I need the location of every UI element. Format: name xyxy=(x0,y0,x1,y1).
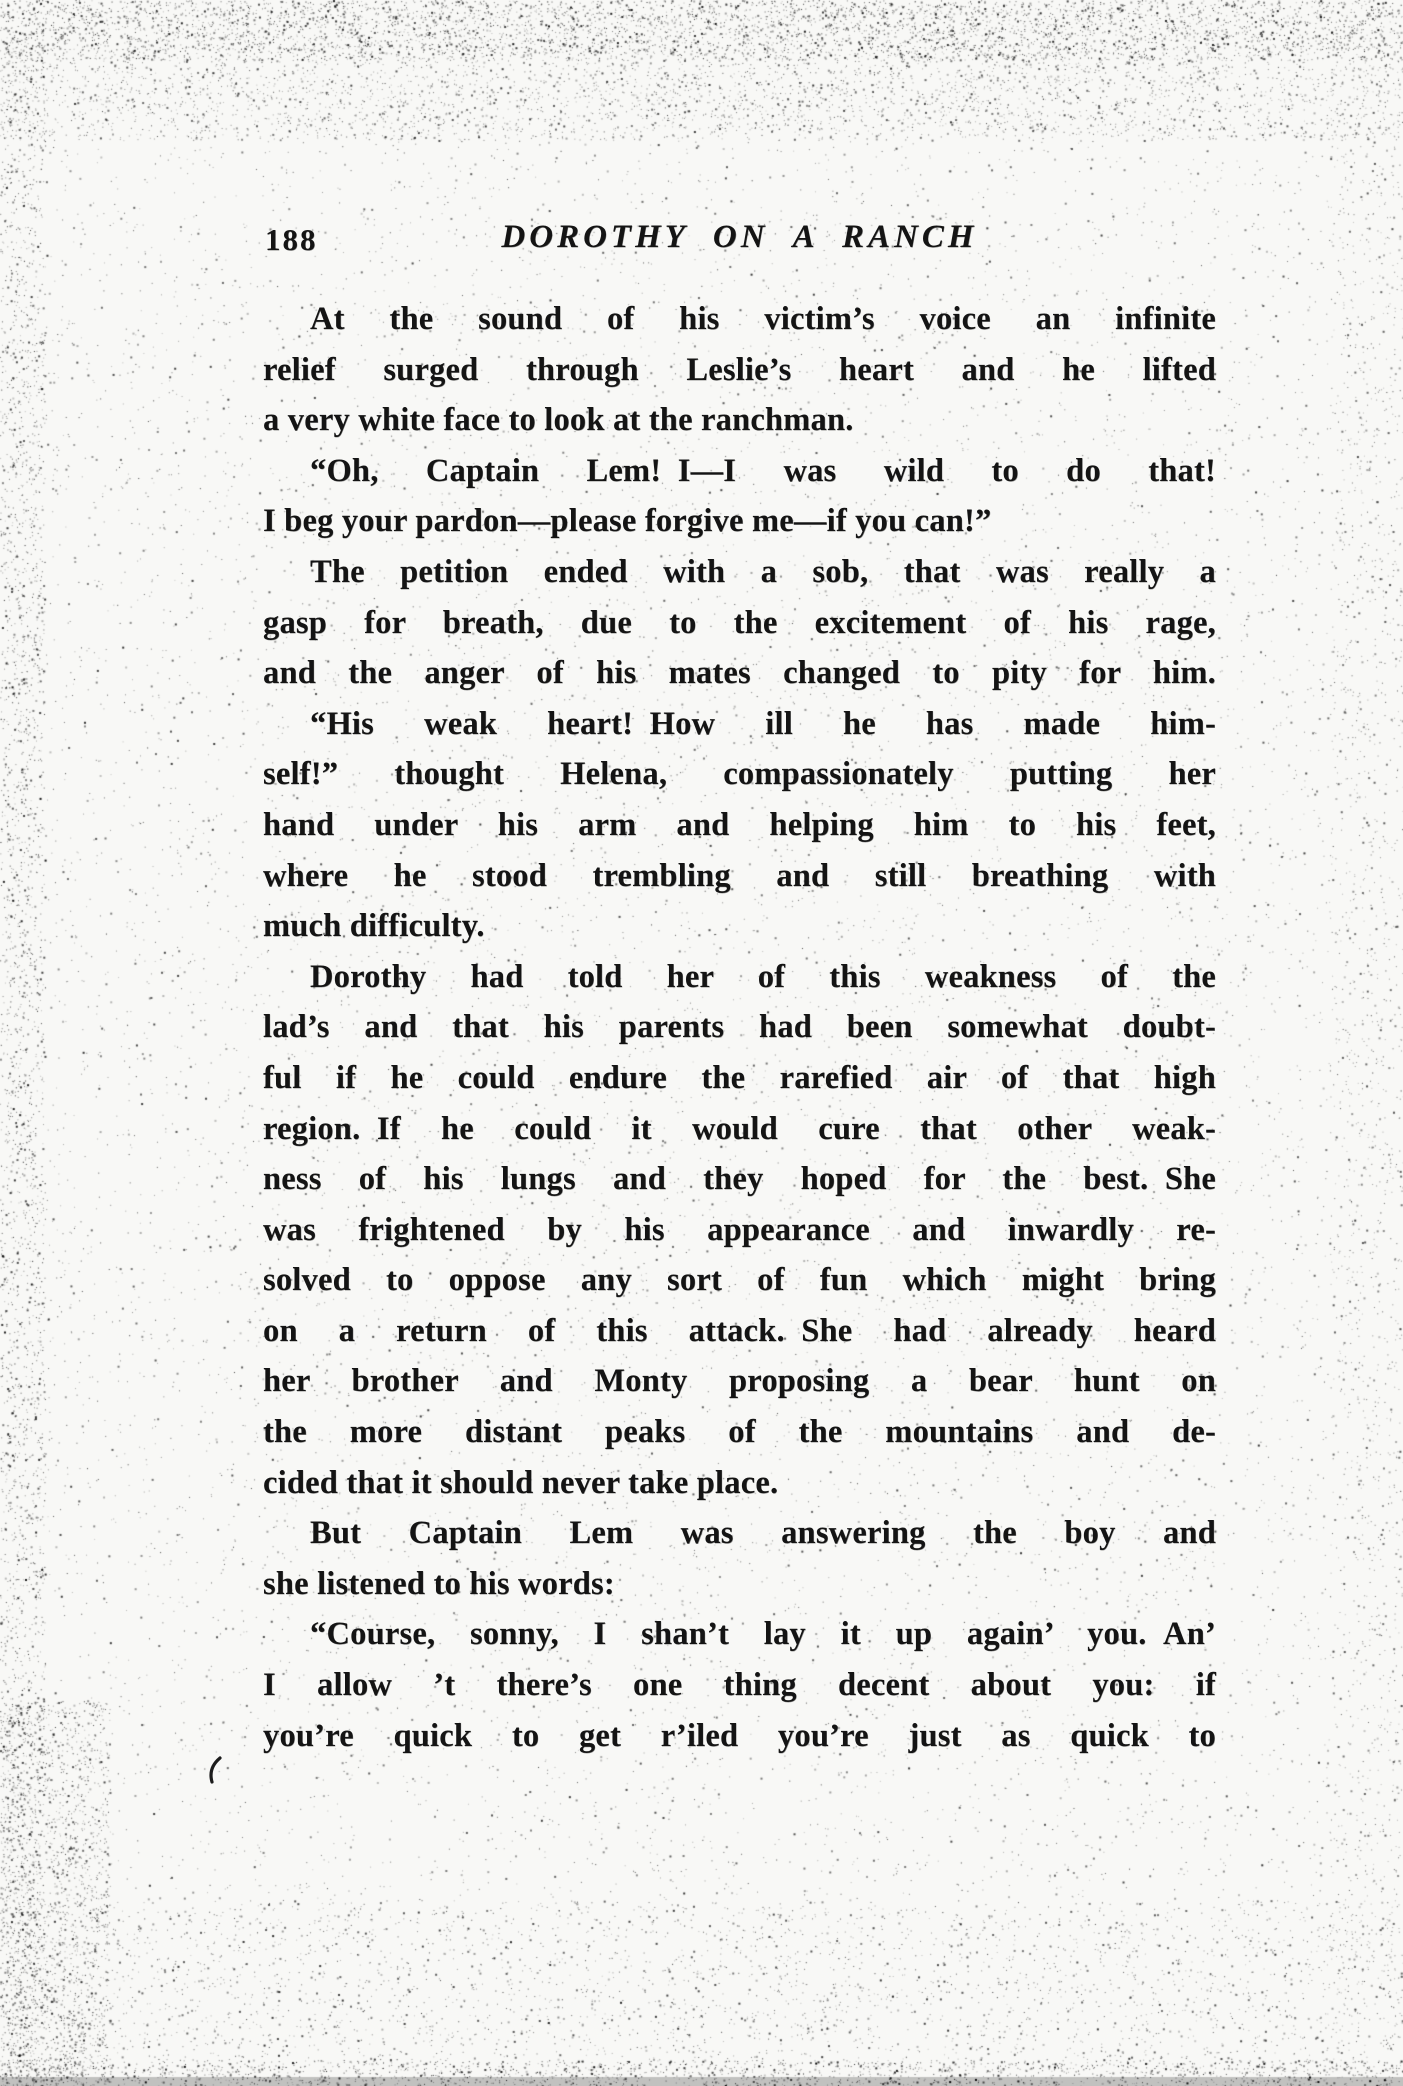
text-line: gasp for breath, due to the excitement of his rage, xyxy=(263,604,1216,641)
text-line: hand under his arm and helping him to his feet, xyxy=(263,806,1216,843)
text-line: on a return of this attack. She had already heard xyxy=(263,1312,1216,1349)
text-line: But Captain Lem was answering the boy and xyxy=(310,1515,1216,1552)
text-line: lad’s and that his parents had been somewhat doubt- xyxy=(263,1009,1216,1046)
text-line: self!” thought Helena, compassionately putting her xyxy=(263,756,1216,793)
text-line: ful if he could endure the rarefied air of that high xyxy=(263,1059,1216,1096)
text-line: and the anger of his mates changed to pity for him. xyxy=(263,655,1216,692)
text-line: where he stood trembling and still breathing with xyxy=(263,857,1216,894)
text-line: The petition ended with a sob, that was really a xyxy=(310,553,1216,590)
text-line: relief surged through Leslie’s heart and he lifted xyxy=(263,351,1216,388)
text-line: I beg your pardon—please forgive me—if you can!” xyxy=(263,503,992,540)
text-line: “Oh, Captain Lem! I—I was wild to do that! xyxy=(310,452,1216,489)
text-line: much difficulty. xyxy=(263,908,485,945)
page-number: 188 xyxy=(265,222,318,257)
text-line: she listened to his words: xyxy=(263,1565,615,1602)
text-line: you’re quick to get r’iled you’re just as quick to xyxy=(263,1717,1216,1754)
text-line: “Course, sonny, I shan’t lay it up again’ you. An’ xyxy=(310,1616,1216,1653)
text-line: cided that it should never take place. xyxy=(263,1464,779,1501)
body-text xyxy=(263,294,1216,1761)
running-title: DOROTHY ON A RANCH xyxy=(501,219,978,255)
page-header xyxy=(263,219,1216,259)
text-line: the more distant peaks of the mountains and de- xyxy=(263,1414,1216,1451)
ink-mark-artifact xyxy=(204,1756,226,1786)
text-line: a very white face to look at the ranchman. xyxy=(263,402,854,439)
text-line: At the sound of his victim’s voice an infinite xyxy=(310,301,1216,337)
text-line: was frightened by his appearance and inwardly re- xyxy=(263,1211,1216,1248)
text-line: region. If he could it would cure that other weak- xyxy=(263,1110,1216,1147)
text-line: I allow ’t there’s one thing decent about you: if xyxy=(263,1667,1216,1704)
text-line: Dorothy had told her of this weakness of the xyxy=(310,958,1216,995)
text-line: ness of his lungs and they hoped for the best. She xyxy=(263,1161,1216,1198)
text-line: “His weak heart! How ill he has made him- xyxy=(310,705,1216,742)
text-line: her brother and Monty proposing a bear hunt on xyxy=(263,1363,1216,1400)
text-line: solved to oppose any sort of fun which might bring xyxy=(263,1262,1216,1299)
